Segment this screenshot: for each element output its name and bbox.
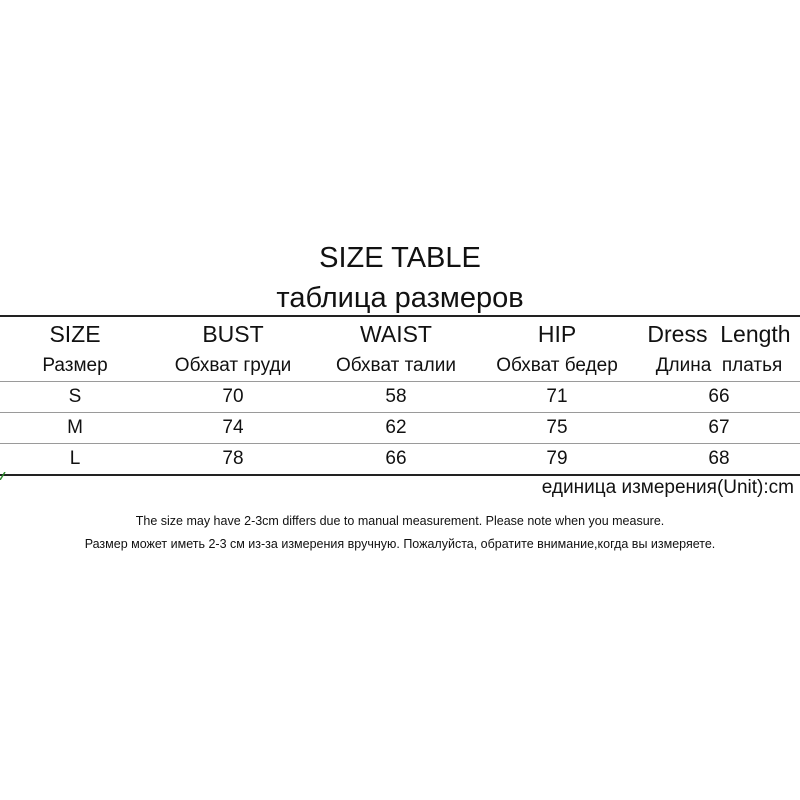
- measurement-note-ru: Размер может иметь 2-3 см из-за измерения вручную. Пожалуйста, обратите внимание,когда вы измеряете.: [84, 537, 716, 551]
- cell-hip: 75: [476, 413, 638, 444]
- header-hip: HIP: [476, 316, 638, 351]
- header-bust-ru: Обхват груди: [150, 351, 316, 382]
- cell-hip: 71: [476, 382, 638, 413]
- cell-size: M: [0, 413, 150, 444]
- header-waist-ru: Обхват талии: [316, 351, 476, 382]
- table-row: [0, 444, 800, 476]
- cell-size: S: [0, 382, 150, 413]
- cell-hip: 79: [476, 444, 638, 476]
- header-size: SIZE: [0, 316, 150, 351]
- cell-bust: 70: [150, 382, 316, 413]
- header-hip-ru: Обхват бедер: [476, 351, 638, 382]
- header-row-ru: [0, 351, 800, 382]
- cell-waist: 58: [316, 382, 476, 413]
- table-row: [0, 413, 800, 444]
- cell-waist: 66: [316, 444, 476, 476]
- header-bust: BUST: [150, 316, 316, 351]
- cell-waist: 62: [316, 413, 476, 444]
- cell-bust: 78: [150, 444, 316, 476]
- cell-dress-length: 66: [638, 382, 800, 413]
- cell-dress-length: 67: [638, 413, 800, 444]
- header-waist: WAIST: [316, 316, 476, 351]
- unit-note: единица измерения(Unit):cm: [541, 477, 794, 498]
- header-row-en: [0, 316, 800, 351]
- header-dress-length-ru: Длина платья: [638, 351, 800, 382]
- corner-mark-icon: [0, 472, 6, 480]
- header-dress-length: Dress Length: [638, 316, 800, 351]
- header-size-ru: Размер: [0, 351, 150, 382]
- cell-bust: 74: [150, 413, 316, 444]
- table-row: [0, 382, 800, 413]
- cell-size: L: [0, 444, 150, 476]
- size-table: [0, 315, 800, 476]
- cell-dress-length: 68: [638, 444, 800, 476]
- page-title: SIZE TABLE: [319, 242, 481, 274]
- measurement-note-en: The size may have 2-3cm differs due to manual measurement. Please note when you measure.: [135, 514, 665, 528]
- page-subtitle-ru: таблица размеров: [276, 282, 524, 314]
